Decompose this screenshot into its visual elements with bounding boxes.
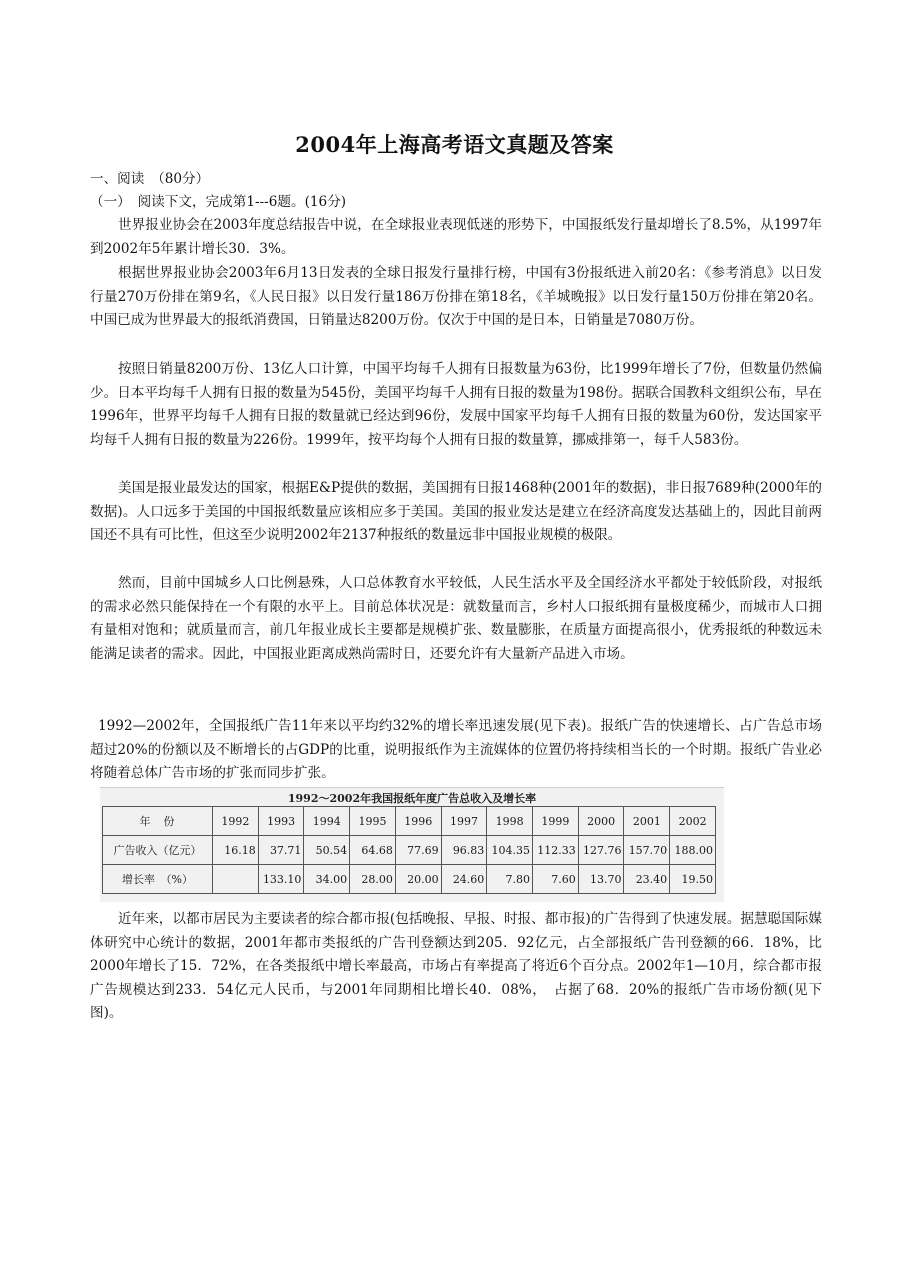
table-cell-year: 1999 [533,807,579,836]
paragraph-5: 然而，目前中国城乡人口比例悬殊，人口总体教育水平较低，人民生活水平及全国经济水平都处于较低阶段，对报纸的需求必然只能保持在一个有限的水平上。目前总体状况是：就数量而言，乡村人口报纸拥有量极度稀少，而城市人口拥有量相对饱和；就质量而言，前几年报业成长主要都是规模扩张、数量膨胀，在质量方面提高很小，优秀报纸的种数远未能满足读者的需求。因此，中国报业距离成熟尚需时日，还要允许有大量新产品进入市场。 [90,575,822,662]
table-cell-growth: 13.70 [578,865,624,894]
table-cell-year: 1995 [350,807,396,836]
table-cell-year: 2001 [624,807,670,836]
table-cell-year: 1994 [304,807,350,836]
table-row-growth [103,865,716,894]
table-cell-growth: 34.00 [304,865,350,894]
table-cell-growth: 7.60 [533,865,579,894]
table-cell-year: 2000 [578,807,624,836]
table-cell-income: 104.35 [487,836,533,865]
table-cell-year: 2002 [670,807,716,836]
table-cell-income: 16.18 [213,836,259,865]
table-cell-growth: 23.40 [624,865,670,894]
paragraph-6: 1992—2002年，全国报纸广告11年来以平均约32%的增长率迅速发展(见下表)。报纸广告的快速增长、占广告总市场超过20%的份额以及不断增长的占GDP的比重，说明报纸作为主流媒体的位置仍将持续相当长的一个时期。报纸广告业必将随着总体广告市场的扩张而同步扩张。 [90,718,822,782]
table-cell-income: 127.76 [578,836,624,865]
table-cell-growth: 24.60 [441,865,487,894]
table-cell-income: 112.33 [533,836,579,865]
table-header-label: 年 份 [103,807,213,836]
paragraph-3: 按照日销量8200万份、13亿人口计算，中国平均每千人拥有日报数量为63份，比1999年增长了7份，但数量仍然偏少。日本平均每千人拥有日报的数量为545份，美国平均每千人拥有日报的数量为198份。据联合国教科文组织公布，早在1996年，世界平均每千人拥有日报的数量就已经达到96份，发展中国家平均每千人拥有日报的数量为60份，发达国家平均每千人拥有日报的数量为226份。1999年，按平均每个人拥有日报的数量算，挪威排第一，每千人583份。 [90,361,822,448]
table-cell-growth: 28.00 [350,865,396,894]
table-cell-income: 50.54 [304,836,350,865]
table-cell-income: 157.70 [624,836,670,865]
paragraph-7: 近年来，以都市居民为主要读者的综合都市报(包括晚报、早报、时报、都市报)的广告得到了快速发展。据慧聪国际媒体研究中心统计的数据，2001年都市类报纸的广告刊登额达到205．92亿元，占全部报纸广告刊登额的66．18%，比2000年增长了15．72%，在各类报纸中增长率最高，市场占有率提高了将近6个百分点。2002年1—10月，综合都市报广告规模达到233．54亿元人民币，与2001年同期相比增长40．08%， 占据了68．20%的报纸广告市场份额(见下图)。 [90,911,822,1022]
table-cell-growth: 7.80 [487,865,533,894]
subsection-heading: （一） 阅读下文，完成第1---6题。(16分) [90,194,347,210]
table-row-years [103,807,716,836]
paragraph-2: 根据世界报业协会2003年6月13日发表的全球日报发行量排行榜，中国有3份报纸进入前20名：《参考消息》以日发行量270万份排在第9名，《人民日报》以日发行量186万份排在第18名，《羊城晚报》以日发行量150万份排在第20名。中国已成为世界最大的报纸消费国，日销量达8200万份。仅次于中国的是日本，日销量是7080万份。 [90,265,822,329]
table-title: 1992～2002年我国报纸年度广告总收入及增长率 [287,792,537,805]
table-cell-year: 1992 [213,807,259,836]
table-cell-income: 188.00 [670,836,716,865]
table-row-income [103,836,716,865]
table-cell-year: 1997 [441,807,487,836]
table-cell-growth [213,865,259,894]
section-heading: 一、阅读 （80分） [90,171,210,187]
document-title: 2004年上海高考语文真题及答案 [295,132,614,157]
table-cell-income: 64.68 [350,836,396,865]
table-growth-label: 增长率 （%） [103,865,213,894]
table-cell-year: 1998 [487,807,533,836]
table-cell-income: 77.69 [395,836,441,865]
ad-revenue-table-figure [100,787,724,902]
paragraph-4: 美国是报业最发达的国家，根据E&P提供的数据，美国拥有日报1468种(2001年的数据)，非日报7689种(2000年的数据)。人口远多于美国的中国报纸数量应该相应多于美国。美国的报业发达是建立在经济高度发达基础上的，因此目前两国还不具有可比性，但这至少说明2002年2137种报纸的数量远非中国报业规模的极限。 [90,480,822,544]
table-cell-growth: 20.00 [395,865,441,894]
table-cell-income: 96.83 [441,836,487,865]
table-cell-growth: 19.50 [670,865,716,894]
ad-revenue-table [102,806,716,894]
table-cell-growth: 133.10 [258,865,304,894]
table-income-label: 广告收入（亿元） [103,836,213,865]
table-cell-year: 1993 [258,807,304,836]
table-cell-income: 37.71 [258,836,304,865]
table-cell-year: 1996 [395,807,441,836]
paragraph-1: 世界报业协会在2003年度总结报告中说，在全球报业表现低迷的形势下，中国报纸发行量却增长了8.5%，从1997年到2002年5年累计增长30．3%。 [90,217,822,257]
